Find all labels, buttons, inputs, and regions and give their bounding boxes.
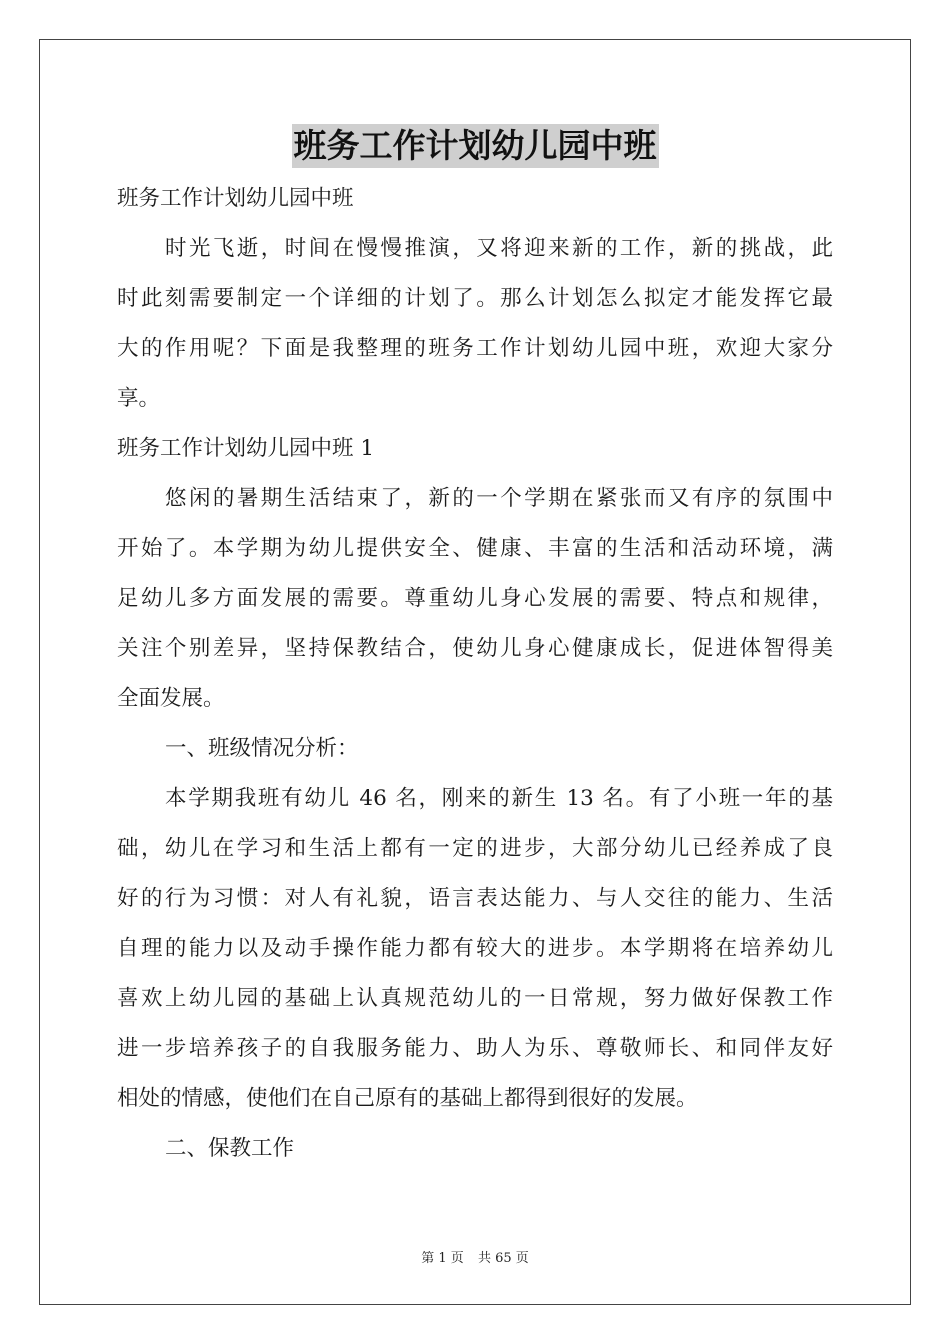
page-total: 共 65 页 (477, 1251, 529, 1266)
title-container (0, 124, 950, 168)
paragraph-line: 全面发展。 (117, 686, 225, 711)
paragraph-line: 喜欢上幼儿园的基础上认真规范幼儿的一日常规，努力做好保教工作 (117, 986, 833, 1011)
paragraph-line: 相处的情感，使他们在自己原有的基础上都得到很好的发展。 (117, 1086, 698, 1111)
subsection-heading: 一、班级情况分析： (165, 736, 359, 761)
subsection-heading: 二、保教工作 (165, 1136, 295, 1161)
paragraph-line: 时光飞逝，时间在慢慢推演，又将迎来新的工作，新的挑战，此 (165, 236, 833, 261)
paragraph-line: 足幼儿多方面发展的需要。尊重幼儿身心发展的需要、特点和规律， (117, 586, 833, 611)
paragraph-line: 关注个别差异，坚持保教结合，使幼儿身心健康成长，促进体智得美 (117, 636, 833, 661)
paragraph-line: 悠闲的暑期生活结束了，新的一个学期在紧张而又有序的氛围中 (165, 486, 833, 511)
page-footer (0, 1247, 950, 1266)
document-title: 班务工作计划幼儿园中班 (292, 124, 659, 168)
subtitle-line: 班务工作计划幼儿园中班 (117, 186, 354, 211)
paragraph-line: 好的行为习惯：对人有礼貌，语言表达能力、与人交往的能力、生活 (117, 886, 833, 911)
paragraph-line: 享。 (117, 386, 161, 411)
paragraph-line: 大的作用呢？下面是我整理的班务工作计划幼儿园中班，欢迎大家分 (117, 336, 833, 361)
page-number: 第 1 页 (421, 1251, 464, 1266)
paragraph-line: 本学期我班有幼儿 46 名，刚来的新生 13 名。有了小班一年的基 (165, 786, 833, 811)
page-border (39, 39, 911, 1305)
paragraph-line: 开始了。本学期为幼儿提供安全、健康、丰富的生活和活动环境，满 (117, 536, 833, 561)
paragraph-line: 础，幼儿在学习和生活上都有一定的进步，大部分幼儿已经养成了良 (117, 836, 833, 861)
paragraph-line: 进一步培养孩子的自我服务能力、助人为乐、尊敬师长、和同伴友好 (117, 1036, 833, 1061)
paragraph-line: 自理的能力以及动手操作能力都有较大的进步。本学期将在培养幼儿 (117, 936, 833, 961)
section-heading: 班务工作计划幼儿园中班 1 (117, 436, 375, 461)
paragraph-line: 时此刻需要制定一个详细的计划了。那么计划怎么拟定才能发挥它最 (117, 286, 833, 311)
